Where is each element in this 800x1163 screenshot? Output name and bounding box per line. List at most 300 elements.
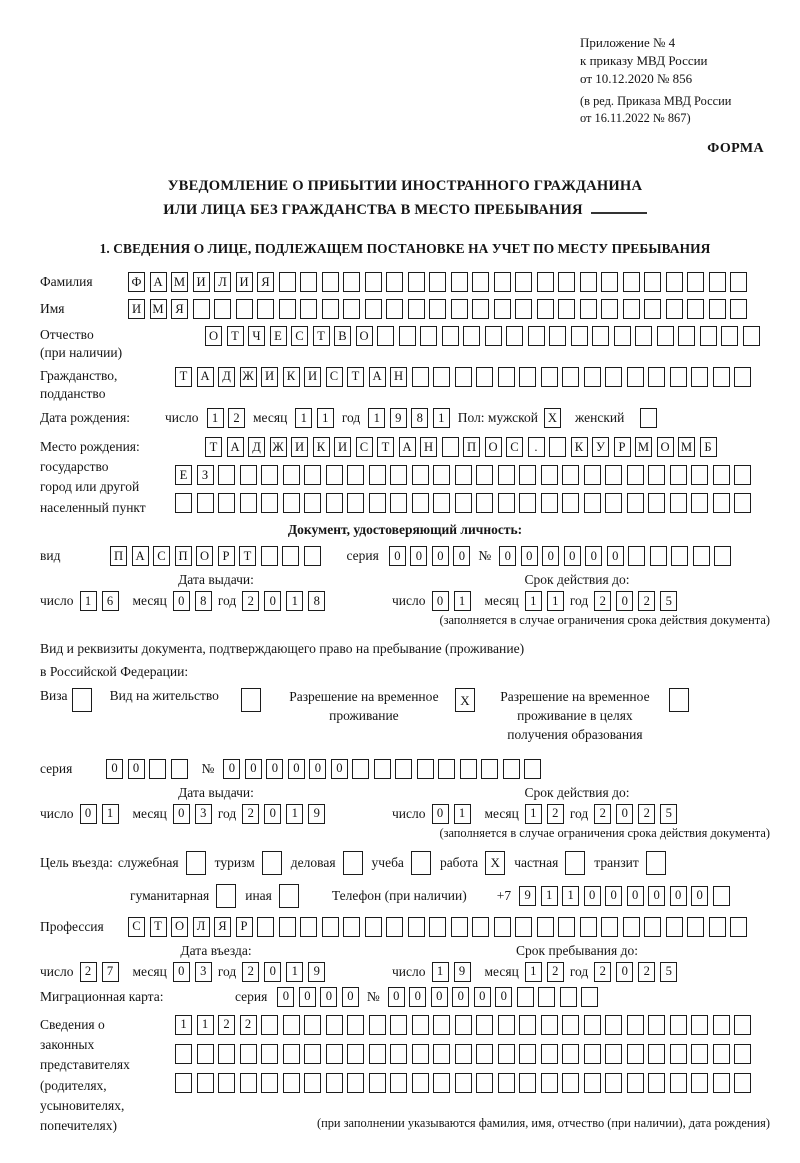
form-cell[interactable]: 1: [368, 408, 385, 428]
form-cell[interactable]: [322, 272, 339, 292]
form-cell[interactable]: [304, 546, 321, 566]
form-cell[interactable]: [644, 272, 661, 292]
form-cell[interactable]: [455, 1073, 472, 1093]
form-cell[interactable]: [627, 1073, 644, 1093]
form-cell[interactable]: [460, 759, 477, 779]
form-cell[interactable]: [743, 326, 760, 346]
form-cell[interactable]: Р: [236, 917, 253, 937]
form-cell[interactable]: [730, 917, 747, 937]
form-cell[interactable]: 1: [207, 408, 224, 428]
form-cell[interactable]: 2: [547, 962, 564, 982]
form-cell[interactable]: 0: [616, 591, 633, 611]
form-cell[interactable]: [347, 465, 364, 485]
form-cell[interactable]: [399, 326, 416, 346]
form-cell[interactable]: 0: [266, 759, 283, 779]
form-cell[interactable]: [476, 465, 493, 485]
form-cell[interactable]: И: [128, 299, 145, 319]
form-cell[interactable]: [283, 1073, 300, 1093]
form-cell[interactable]: 1: [286, 591, 303, 611]
form-cell[interactable]: [347, 1044, 364, 1064]
form-cell[interactable]: [693, 546, 710, 566]
form-cell[interactable]: А: [399, 437, 416, 457]
form-cell[interactable]: О: [171, 917, 188, 937]
form-cell[interactable]: 2: [242, 591, 259, 611]
form-cell[interactable]: [193, 299, 210, 319]
form-cell[interactable]: [581, 987, 598, 1007]
form-cell[interactable]: 0: [264, 591, 281, 611]
form-cell[interactable]: [627, 367, 644, 387]
form-cell[interactable]: [734, 367, 751, 387]
form-cell[interactable]: [537, 272, 554, 292]
form-cell[interactable]: И: [304, 367, 321, 387]
form-cell[interactable]: [412, 465, 429, 485]
form-cell[interactable]: [670, 1015, 687, 1035]
form-cell[interactable]: О: [205, 326, 222, 346]
form-cell[interactable]: [175, 1044, 192, 1064]
form-cell[interactable]: [390, 465, 407, 485]
form-cell[interactable]: А: [132, 546, 149, 566]
form-cell[interactable]: [627, 493, 644, 513]
form-cell[interactable]: [713, 493, 730, 513]
form-cell[interactable]: 1: [295, 408, 312, 428]
form-cell[interactable]: 3: [195, 962, 212, 982]
form-cell[interactable]: [541, 1044, 558, 1064]
form-cell[interactable]: [503, 759, 520, 779]
form-cell[interactable]: [365, 299, 382, 319]
form-cell[interactable]: [562, 493, 579, 513]
form-cell[interactable]: 0: [605, 886, 622, 906]
form-cell[interactable]: [584, 465, 601, 485]
form-cell[interactable]: Е: [175, 465, 192, 485]
form-cell[interactable]: К: [313, 437, 330, 457]
form-cell[interactable]: 0: [299, 987, 316, 1007]
form-cell[interactable]: [601, 917, 618, 937]
form-cell[interactable]: 1: [102, 804, 119, 824]
form-cell[interactable]: 0: [264, 962, 281, 982]
form-cell[interactable]: [197, 1073, 214, 1093]
form-cell[interactable]: Ф: [128, 272, 145, 292]
form-cell[interactable]: [72, 688, 92, 712]
form-cell[interactable]: 0: [432, 804, 449, 824]
form-cell[interactable]: [257, 917, 274, 937]
form-cell[interactable]: [721, 326, 738, 346]
form-cell[interactable]: [519, 367, 536, 387]
form-cell[interactable]: [601, 299, 618, 319]
form-cell[interactable]: К: [571, 437, 588, 457]
form-cell[interactable]: [670, 465, 687, 485]
form-cell[interactable]: [408, 272, 425, 292]
form-cell[interactable]: [472, 917, 489, 937]
form-cell[interactable]: 0: [648, 886, 665, 906]
form-cell[interactable]: [476, 1015, 493, 1035]
form-cell[interactable]: [455, 493, 472, 513]
form-cell[interactable]: [584, 493, 601, 513]
form-cell[interactable]: 0: [309, 759, 326, 779]
form-cell[interactable]: [412, 1073, 429, 1093]
form-cell[interactable]: [687, 299, 704, 319]
form-cell[interactable]: 1: [525, 591, 542, 611]
form-cell[interactable]: [283, 493, 300, 513]
form-cell[interactable]: [494, 272, 511, 292]
form-cell[interactable]: [365, 917, 382, 937]
form-cell[interactable]: 0: [223, 759, 240, 779]
form-cell[interactable]: [691, 367, 708, 387]
form-cell[interactable]: Л: [193, 917, 210, 937]
form-cell[interactable]: [481, 759, 498, 779]
form-cell[interactable]: [186, 851, 206, 875]
form-cell[interactable]: Т: [205, 437, 222, 457]
form-cell[interactable]: 0: [331, 759, 348, 779]
form-cell[interactable]: [240, 1044, 257, 1064]
form-cell[interactable]: [279, 917, 296, 937]
form-cell[interactable]: [429, 272, 446, 292]
form-cell[interactable]: [343, 917, 360, 937]
form-cell[interactable]: [648, 1073, 665, 1093]
form-cell[interactable]: М: [635, 437, 652, 457]
form-cell[interactable]: [628, 546, 645, 566]
form-cell[interactable]: 1: [454, 804, 471, 824]
form-cell[interactable]: 0: [342, 987, 359, 1007]
form-cell[interactable]: [734, 1044, 751, 1064]
form-cell[interactable]: [713, 1073, 730, 1093]
form-cell[interactable]: [519, 465, 536, 485]
form-cell[interactable]: [412, 493, 429, 513]
form-cell[interactable]: [240, 465, 257, 485]
form-cell[interactable]: М: [150, 299, 167, 319]
form-cell[interactable]: 0: [584, 886, 601, 906]
form-cell[interactable]: [713, 1044, 730, 1064]
form-cell[interactable]: [197, 1044, 214, 1064]
form-cell[interactable]: [433, 1073, 450, 1093]
form-cell[interactable]: С: [326, 367, 343, 387]
form-cell[interactable]: 2: [547, 804, 564, 824]
form-cell[interactable]: 9: [308, 962, 325, 982]
form-cell[interactable]: 8: [195, 591, 212, 611]
form-cell[interactable]: [322, 917, 339, 937]
form-cell[interactable]: [433, 1044, 450, 1064]
form-cell[interactable]: [216, 884, 236, 908]
form-cell[interactable]: А: [369, 367, 386, 387]
form-cell[interactable]: 1: [541, 886, 558, 906]
form-cell[interactable]: [175, 1073, 192, 1093]
form-cell[interactable]: [614, 326, 631, 346]
form-cell[interactable]: [648, 1015, 665, 1035]
form-cell[interactable]: 0: [499, 546, 516, 566]
form-cell[interactable]: Т: [175, 367, 192, 387]
form-cell[interactable]: В: [334, 326, 351, 346]
form-cell[interactable]: [261, 493, 278, 513]
form-cell[interactable]: 0: [616, 962, 633, 982]
form-cell[interactable]: Т: [150, 917, 167, 937]
form-cell[interactable]: [678, 326, 695, 346]
form-cell[interactable]: [369, 465, 386, 485]
form-cell[interactable]: И: [193, 272, 210, 292]
form-cell[interactable]: Т: [239, 546, 256, 566]
form-cell[interactable]: [261, 1015, 278, 1035]
form-cell[interactable]: [584, 1073, 601, 1093]
form-cell[interactable]: [709, 272, 726, 292]
form-cell[interactable]: [713, 367, 730, 387]
form-cell[interactable]: X: [455, 688, 475, 712]
form-cell[interactable]: [691, 493, 708, 513]
form-cell[interactable]: [411, 851, 431, 875]
form-cell[interactable]: 9: [390, 408, 407, 428]
form-cell[interactable]: [498, 1073, 515, 1093]
form-cell[interactable]: [433, 367, 450, 387]
form-cell[interactable]: [580, 272, 597, 292]
form-cell[interactable]: [485, 326, 502, 346]
form-cell[interactable]: [417, 759, 434, 779]
form-cell[interactable]: [476, 367, 493, 387]
form-cell[interactable]: [580, 299, 597, 319]
form-cell[interactable]: [644, 299, 661, 319]
form-cell[interactable]: 0: [564, 546, 581, 566]
form-cell[interactable]: [442, 326, 459, 346]
form-cell[interactable]: 1: [547, 591, 564, 611]
form-cell[interactable]: [734, 493, 751, 513]
form-cell[interactable]: [386, 272, 403, 292]
form-cell[interactable]: [451, 299, 468, 319]
form-cell[interactable]: [262, 851, 282, 875]
form-cell[interactable]: [343, 272, 360, 292]
form-cell[interactable]: 0: [173, 804, 190, 824]
form-cell[interactable]: [657, 326, 674, 346]
form-cell[interactable]: [472, 272, 489, 292]
form-cell[interactable]: [605, 1073, 622, 1093]
form-cell[interactable]: [386, 299, 403, 319]
form-cell[interactable]: [261, 465, 278, 485]
form-cell[interactable]: 2: [638, 804, 655, 824]
form-cell[interactable]: [562, 1073, 579, 1093]
form-cell[interactable]: [304, 1044, 321, 1064]
form-cell[interactable]: 0: [607, 546, 624, 566]
form-cell[interactable]: [635, 326, 652, 346]
form-cell[interactable]: [429, 299, 446, 319]
form-cell[interactable]: [476, 1044, 493, 1064]
form-cell[interactable]: Н: [390, 367, 407, 387]
form-cell[interactable]: 1: [175, 1015, 192, 1035]
form-cell[interactable]: [537, 917, 554, 937]
form-cell[interactable]: 2: [80, 962, 97, 982]
form-cell[interactable]: М: [678, 437, 695, 457]
form-cell[interactable]: [455, 1044, 472, 1064]
form-cell[interactable]: 0: [388, 987, 405, 1007]
form-cell[interactable]: С: [153, 546, 170, 566]
form-cell[interactable]: 0: [389, 546, 406, 566]
form-cell[interactable]: [734, 1015, 751, 1035]
form-cell[interactable]: [498, 493, 515, 513]
form-cell[interactable]: [175, 493, 192, 513]
form-cell[interactable]: [476, 1073, 493, 1093]
form-cell[interactable]: [601, 272, 618, 292]
form-cell[interactable]: [691, 1015, 708, 1035]
form-cell[interactable]: [580, 917, 597, 937]
form-cell[interactable]: Т: [347, 367, 364, 387]
form-cell[interactable]: 8: [411, 408, 428, 428]
form-cell[interactable]: [451, 917, 468, 937]
form-cell[interactable]: [519, 1015, 536, 1035]
form-cell[interactable]: [304, 1073, 321, 1093]
form-cell[interactable]: [562, 1044, 579, 1064]
form-cell[interactable]: X: [485, 851, 505, 875]
form-cell[interactable]: [352, 759, 369, 779]
form-cell[interactable]: С: [291, 326, 308, 346]
form-cell[interactable]: [369, 1015, 386, 1035]
form-cell[interactable]: Р: [614, 437, 631, 457]
form-cell[interactable]: [713, 465, 730, 485]
form-cell[interactable]: [390, 1015, 407, 1035]
form-cell[interactable]: [236, 299, 253, 319]
form-cell[interactable]: 2: [594, 591, 611, 611]
form-cell[interactable]: [592, 326, 609, 346]
form-cell[interactable]: [420, 326, 437, 346]
form-cell[interactable]: [584, 1044, 601, 1064]
form-cell[interactable]: 2: [594, 962, 611, 982]
form-cell[interactable]: 1: [454, 591, 471, 611]
form-cell[interactable]: 1: [433, 408, 450, 428]
form-cell[interactable]: П: [463, 437, 480, 457]
form-cell[interactable]: [687, 272, 704, 292]
form-cell[interactable]: 9: [308, 804, 325, 824]
form-cell[interactable]: [408, 917, 425, 937]
form-cell[interactable]: [390, 1073, 407, 1093]
form-cell[interactable]: И: [291, 437, 308, 457]
form-cell[interactable]: Я: [171, 299, 188, 319]
form-cell[interactable]: [463, 326, 480, 346]
form-cell[interactable]: [395, 759, 412, 779]
form-cell[interactable]: [541, 465, 558, 485]
form-cell[interactable]: [549, 326, 566, 346]
form-cell[interactable]: Ч: [248, 326, 265, 346]
form-cell[interactable]: [438, 759, 455, 779]
form-cell[interactable]: Т: [377, 437, 394, 457]
form-cell[interactable]: А: [150, 272, 167, 292]
form-cell[interactable]: [347, 1015, 364, 1035]
form-cell[interactable]: [517, 987, 534, 1007]
form-cell[interactable]: Е: [270, 326, 287, 346]
form-cell[interactable]: [714, 546, 731, 566]
form-cell[interactable]: П: [175, 546, 192, 566]
form-cell[interactable]: [700, 326, 717, 346]
form-cell[interactable]: [541, 493, 558, 513]
form-cell[interactable]: [241, 688, 261, 712]
form-cell[interactable]: О: [196, 546, 213, 566]
form-cell[interactable]: С: [128, 917, 145, 937]
form-cell[interactable]: [494, 917, 511, 937]
form-cell[interactable]: Я: [214, 917, 231, 937]
form-cell[interactable]: О: [485, 437, 502, 457]
form-cell[interactable]: Д: [218, 367, 235, 387]
form-cell[interactable]: [240, 493, 257, 513]
form-cell[interactable]: [605, 1015, 622, 1035]
form-cell[interactable]: [283, 1015, 300, 1035]
form-cell[interactable]: И: [261, 367, 278, 387]
form-cell[interactable]: [279, 299, 296, 319]
form-cell[interactable]: Н: [420, 437, 437, 457]
form-cell[interactable]: [279, 884, 299, 908]
form-cell[interactable]: У: [592, 437, 609, 457]
form-cell[interactable]: [734, 1073, 751, 1093]
form-cell[interactable]: [515, 299, 532, 319]
form-cell[interactable]: [537, 299, 554, 319]
form-cell[interactable]: 0: [106, 759, 123, 779]
form-cell[interactable]: [605, 493, 622, 513]
form-cell[interactable]: [390, 1044, 407, 1064]
form-cell[interactable]: [218, 1073, 235, 1093]
form-cell[interactable]: [506, 326, 523, 346]
form-cell[interactable]: М: [171, 272, 188, 292]
form-cell[interactable]: [671, 546, 688, 566]
form-cell[interactable]: 6: [102, 591, 119, 611]
form-cell[interactable]: 0: [288, 759, 305, 779]
form-cell[interactable]: [623, 272, 640, 292]
form-cell[interactable]: [519, 493, 536, 513]
form-cell[interactable]: 0: [453, 546, 470, 566]
form-cell[interactable]: [541, 1015, 558, 1035]
form-cell[interactable]: Д: [248, 437, 265, 457]
form-cell[interactable]: [283, 465, 300, 485]
form-cell[interactable]: [455, 465, 472, 485]
form-cell[interactable]: [562, 367, 579, 387]
form-cell[interactable]: 2: [242, 962, 259, 982]
form-cell[interactable]: [218, 465, 235, 485]
form-cell[interactable]: 1: [317, 408, 334, 428]
form-cell[interactable]: [670, 1044, 687, 1064]
form-cell[interactable]: 5: [660, 591, 677, 611]
form-cell[interactable]: [326, 1015, 343, 1035]
form-cell[interactable]: 2: [594, 804, 611, 824]
form-cell[interactable]: 1: [525, 804, 542, 824]
form-cell[interactable]: [670, 367, 687, 387]
form-cell[interactable]: [515, 272, 532, 292]
form-cell[interactable]: [648, 1044, 665, 1064]
form-cell[interactable]: [377, 326, 394, 346]
form-cell[interactable]: [541, 367, 558, 387]
form-cell[interactable]: 0: [173, 591, 190, 611]
form-cell[interactable]: 0: [80, 804, 97, 824]
form-cell[interactable]: [429, 917, 446, 937]
form-cell[interactable]: Ж: [240, 367, 257, 387]
form-cell[interactable]: [623, 299, 640, 319]
form-cell[interactable]: [666, 299, 683, 319]
form-cell[interactable]: [282, 546, 299, 566]
form-cell[interactable]: 1: [286, 804, 303, 824]
form-cell[interactable]: 1: [432, 962, 449, 982]
form-cell[interactable]: [562, 1015, 579, 1035]
form-cell[interactable]: 1: [525, 962, 542, 982]
form-cell[interactable]: [498, 1015, 515, 1035]
form-cell[interactable]: О: [657, 437, 674, 457]
form-cell[interactable]: [261, 1073, 278, 1093]
form-cell[interactable]: [648, 465, 665, 485]
form-cell[interactable]: 0: [627, 886, 644, 906]
form-cell[interactable]: [560, 987, 577, 1007]
form-cell[interactable]: 9: [519, 886, 536, 906]
form-cell[interactable]: [605, 367, 622, 387]
form-cell[interactable]: [640, 408, 657, 428]
form-cell[interactable]: [584, 367, 601, 387]
form-cell[interactable]: .: [528, 437, 545, 457]
form-cell[interactable]: Ж: [270, 437, 287, 457]
form-cell[interactable]: [648, 493, 665, 513]
form-cell[interactable]: 1: [197, 1015, 214, 1035]
form-cell[interactable]: [218, 493, 235, 513]
form-cell[interactable]: [300, 272, 317, 292]
form-cell[interactable]: 0: [691, 886, 708, 906]
form-cell[interactable]: [197, 493, 214, 513]
form-cell[interactable]: [412, 367, 429, 387]
form-cell[interactable]: [386, 917, 403, 937]
